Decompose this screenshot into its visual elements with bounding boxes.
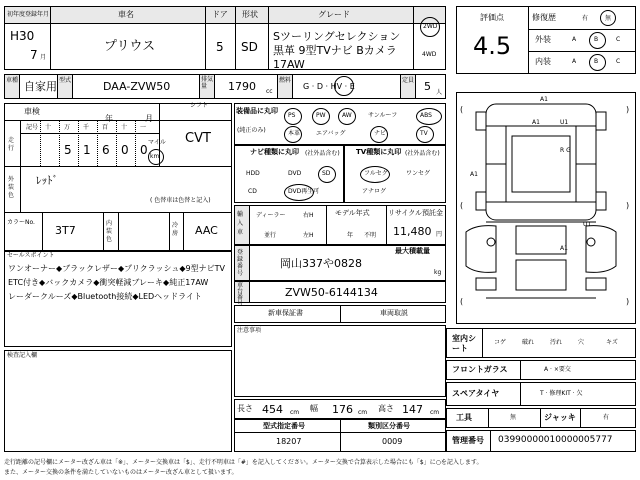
mileage-col-divider <box>116 120 117 166</box>
mileage-unit-5: 十 <box>121 124 128 131</box>
capacity-value: 5 <box>424 80 431 93</box>
import-right: 右H <box>303 212 314 219</box>
mileage-digit: 1 <box>83 143 91 157</box>
repair-no: 無 <box>605 15 612 22</box>
color-note: ( 色替車は色替と記入) <box>150 197 211 204</box>
door-label: ドア <box>212 10 228 19</box>
color-no: 3T7 <box>55 224 76 237</box>
fuel-selected-circle <box>334 76 354 96</box>
equipment-item: PS <box>288 112 296 119</box>
tv-sub: (社外品含む) <box>405 150 440 157</box>
recycle-value: 11,480 <box>393 225 432 238</box>
model-value: DAA-ZVW50 <box>103 80 171 93</box>
color-value: ﾚｯﾄﾞ <box>36 174 58 187</box>
mileage-digit: 0 <box>140 143 148 157</box>
mileage-digit: 5 <box>64 143 72 157</box>
mileage-unit-1: 十 <box>45 124 52 131</box>
warranty-label: 新車保証書 <box>268 309 303 317</box>
grade-option: C <box>616 36 621 43</box>
tools-label: 工具 <box>456 413 472 422</box>
equipment-item: TV <box>420 130 428 137</box>
navi-sub: (社外品含む) <box>305 150 340 157</box>
mileage-col-divider <box>97 120 98 166</box>
fuel-label: 燃料 <box>279 77 292 84</box>
designation-label: 型式指定番号 <box>263 422 305 430</box>
model-year-year: 年 <box>347 232 354 239</box>
shift-value: CVT <box>185 131 211 146</box>
displacement-label: 排気量 <box>201 76 214 90</box>
mileage-unit-mile: マイル <box>148 139 166 146</box>
glass-options: A · ×要交 <box>544 366 571 373</box>
svg-text:): ) <box>626 201 630 210</box>
svg-text:(: ( <box>460 105 464 114</box>
mileage-unit-3: 千 <box>83 124 90 131</box>
diagram-a1-front: A1 <box>532 119 540 126</box>
car-diagram <box>456 92 636 324</box>
import-left: 左H <box>303 232 314 239</box>
model-year-unknown: 不明 <box>364 232 377 239</box>
mileage-col-divider <box>40 120 41 166</box>
navi-item: SD <box>322 170 331 177</box>
interior-label: 内装 <box>535 57 551 66</box>
plate-label: 登録番号 <box>237 249 244 277</box>
ac-label: 冷房 <box>172 222 179 237</box>
car-name: プリウス <box>104 39 156 54</box>
grade-option: A <box>572 58 577 65</box>
grade-option: B <box>594 36 599 43</box>
navi-item: DVD再生可 <box>288 188 320 195</box>
mileage-unit-km: km <box>150 153 160 160</box>
mileage-unit-0: 記号 <box>26 124 39 131</box>
first-reg-label: 初年度登録年月 <box>7 11 50 18</box>
drive-2wd: 2WD <box>423 23 438 30</box>
footer-line1: 走行距離の記号欄にメーター改ざん車は「※」、メーター交換車は「$」、走行不明車は「#」を記入してください。メーター交換で合算表示した場合にも「$」に○を記入します。 <box>4 459 483 466</box>
mileage-unit-6: 一 <box>140 124 147 131</box>
diagram-u1: U1 <box>560 119 569 126</box>
sales-point-line: ワンオーナー◆ブラックレザー◆プリクラッシュ◆9型ナビTV <box>8 264 225 273</box>
class-label: 類別区分番号 <box>368 422 410 430</box>
car-name-label: 車名 <box>118 10 134 19</box>
equipment-label: 装備品に丸印 <box>236 107 278 115</box>
model-year-label: モデル年式 <box>335 209 370 217</box>
mileage-unit-2: 万 <box>64 124 71 131</box>
length-value: 454 <box>262 403 283 416</box>
svg-text:): ) <box>626 297 630 306</box>
doors: 5 <box>216 40 224 54</box>
width-value: 176 <box>332 403 353 416</box>
class-value: 0009 <box>382 437 403 446</box>
body-label: 形状 <box>242 10 258 19</box>
chassis-value: ZVW50-6144134 <box>285 286 378 299</box>
recycle-unit: 円 <box>436 231 443 238</box>
grade-option: C <box>616 58 621 65</box>
manage-value: 03990000010000005777 <box>498 435 613 445</box>
shaken-year: 年 <box>105 114 113 123</box>
repair-yes: 有 <box>582 15 589 22</box>
equipment-item: PW <box>316 112 326 119</box>
equipment-item: エアバッグ <box>316 130 346 137</box>
tv-item: フルセグ <box>364 170 388 177</box>
repair-label: 修復歴 <box>532 13 556 22</box>
model-label: 型式 <box>59 77 72 84</box>
diagram-a1-side: A1 <box>470 171 478 178</box>
equipment-item: ABS <box>420 112 432 119</box>
mileage-col-divider <box>135 120 136 166</box>
fuel-options: G · D · HV · E <box>303 82 355 91</box>
mileage-digit: 0 <box>121 143 129 157</box>
length-label: 長さ <box>237 404 253 413</box>
color-no-label: カラーNo. <box>7 219 35 226</box>
navi-item: DVD <box>288 170 302 177</box>
sales-point-line: レーダークルーズ◆Bluetooth接続◆LEDヘッドライト <box>8 292 202 301</box>
grade-option: A <box>572 36 577 43</box>
diagram-a1-rear: A1 <box>560 245 568 252</box>
seat-label: 室内シート <box>452 334 476 353</box>
seat-item: 汚れ <box>550 339 563 346</box>
seat-item: コゲ <box>494 339 507 346</box>
spare-label: スペアタイヤ <box>452 389 500 398</box>
import-dealer: ディーラー <box>256 212 286 219</box>
diagram-u1-rear: U1 <box>583 221 592 228</box>
first-reg-month-suffix: 月 <box>40 54 47 61</box>
shaken-label: 車検 <box>24 107 40 116</box>
mileage-unit-4: 百 <box>102 124 109 131</box>
max-load-unit: kg <box>434 269 442 276</box>
jack-label: ジャッキ <box>544 413 576 422</box>
tools-value: 無 <box>510 414 517 421</box>
seat-item: 穴 <box>578 339 585 346</box>
ac-value: AAC <box>195 224 218 237</box>
equipment-sub: (純正のみ) <box>237 127 266 134</box>
svg-text:): ) <box>626 105 630 114</box>
equipment-item: ナビ <box>374 130 387 137</box>
type-label: 車種 <box>6 77 19 84</box>
glass-label: フロントガラス <box>452 365 508 374</box>
grade-option: B <box>594 58 599 65</box>
spare-options: T · 修理KIT · 欠 <box>540 390 583 397</box>
type-value: 自家用 <box>24 80 57 93</box>
designation-value: 18207 <box>276 437 302 446</box>
equipment-item: AW <box>342 112 352 119</box>
shaken-month: 月 <box>145 114 153 123</box>
exterior-label: 外装 <box>535 35 551 44</box>
width-unit: cm <box>358 409 368 416</box>
grade-label: グレード <box>318 10 350 19</box>
svg-text:(: ( <box>460 297 464 306</box>
interior-color-label: 内装色 <box>106 220 113 243</box>
seat-item: キズ <box>606 339 618 346</box>
height-unit: cm <box>430 409 440 416</box>
sales-point-line: ETC付き◆バックカメラ◆衝突軽減ブレーキ◆純正17AW <box>8 278 209 287</box>
shift-label: シフト <box>190 102 209 109</box>
width-label: 幅 <box>310 404 318 413</box>
tv-item: ワンセグ <box>406 170 431 177</box>
manage-label: 管理番号 <box>452 436 484 445</box>
displacement-unit: cc <box>266 88 273 95</box>
plate-value: 岡山337や0828 <box>280 257 362 270</box>
mileage-digit: 6 <box>102 143 110 157</box>
inspector-box <box>4 350 232 452</box>
svg-text:(: ( <box>460 201 464 210</box>
first-reg-month: 7 <box>30 48 38 62</box>
drive-4wd: 4WD <box>422 51 437 58</box>
length-unit: cm <box>290 409 300 416</box>
inspector-label: 検査記入欄 <box>7 352 38 359</box>
import-label: 輸入車 <box>237 211 244 236</box>
jack-value: 有 <box>603 414 610 421</box>
manual-label: 車両取説 <box>380 309 408 317</box>
mileage-col-divider <box>78 120 79 166</box>
mileage-label: 走行 <box>8 137 15 152</box>
import-parallel: 並行 <box>264 232 277 239</box>
capacity-unit: 人 <box>436 89 443 96</box>
navi-label: ナビ種類に丸印 <box>250 148 299 156</box>
grade-value: Sツーリングセレクション 黒革 9型TVナビ Bカメラ17AW <box>273 30 401 71</box>
mileage-col-divider <box>59 120 60 166</box>
capacity-label: 定員 <box>402 77 415 84</box>
navi-item: CD <box>248 188 257 195</box>
body-type: SD <box>241 40 258 54</box>
height-label: 高さ <box>378 404 394 413</box>
score-label: 評価点 <box>480 13 504 22</box>
score-value: 4.5 <box>473 32 512 60</box>
max-load-label: 最大積載量 <box>395 247 430 255</box>
equipment-item: 本革 <box>288 130 301 137</box>
navi-item: HDD <box>246 170 260 177</box>
footer-line2: また、メーター交換の条件を満たしていないものはメーター改ざん車として扱います。 <box>4 469 238 476</box>
notes-label: 注意事項 <box>237 327 262 334</box>
seat-item: 破れ <box>522 339 535 346</box>
tv-item: アナログ <box>362 188 387 195</box>
displacement-value: 1790 <box>228 80 256 93</box>
height-value: 147 <box>402 403 423 416</box>
color-label: 外装色 <box>8 176 15 199</box>
diagram-roof: R G <box>560 147 571 154</box>
recycle-label: リサイクル預託金 <box>388 209 444 217</box>
equipment-item: サンルーフ <box>368 112 398 119</box>
chassis-label: 車台番号 <box>237 282 244 307</box>
sales-point-label: セールスポイント <box>7 252 55 259</box>
first-reg-year: H30 <box>10 29 35 43</box>
diagram-a1-top: A1 <box>540 96 548 103</box>
notes-box <box>234 325 446 397</box>
tv-label: TV種類に丸印 <box>356 148 402 156</box>
